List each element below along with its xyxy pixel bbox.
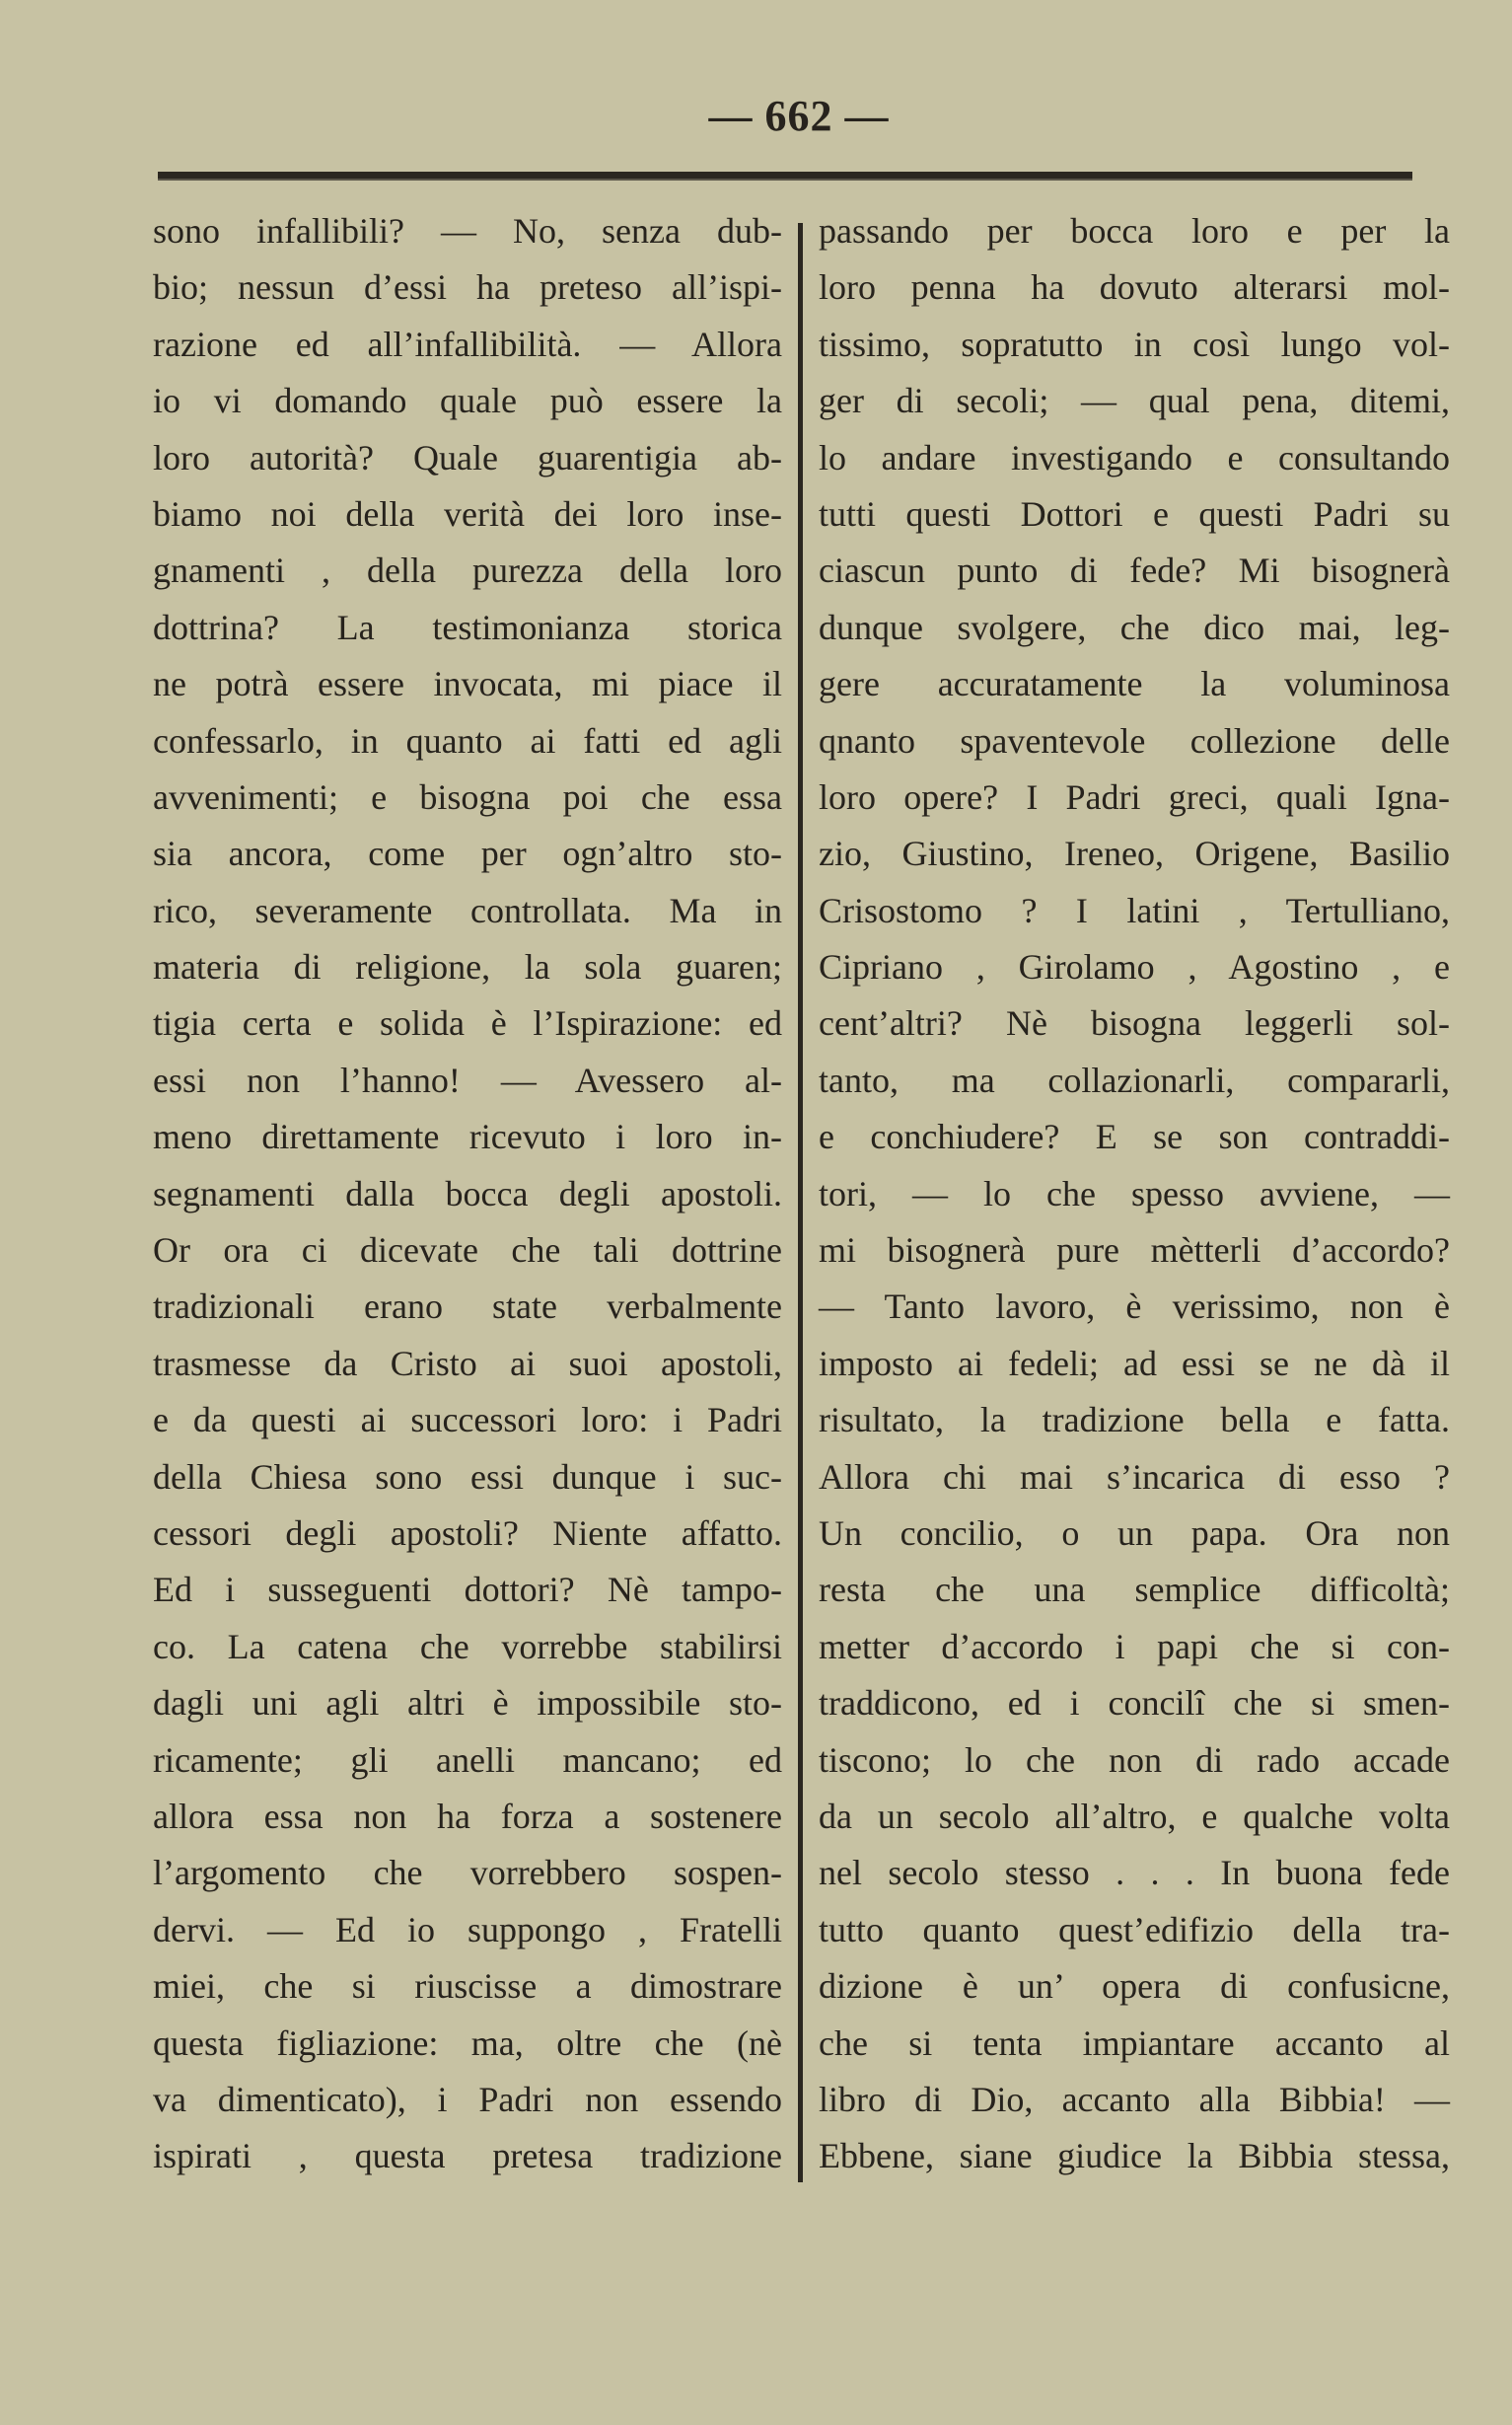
- text-line: Or ora ci dicevate che tali dottrine: [153, 1230, 782, 1271]
- text-line: zio, Giustino, Ireneo, Origene, Basilio: [819, 834, 1450, 874]
- header-rule: [158, 172, 1412, 181]
- text-line: rico, severamente controllata. Ma in: [153, 890, 782, 930]
- text-line: meno direttamente ricevuto i loro in-: [153, 1117, 782, 1157]
- text-line: miei, che si riuscisse a dimostrare: [153, 1966, 782, 2007]
- text-line: co. La catena che vorrebbe stabilirsi: [153, 1626, 782, 1666]
- text-line: sia ancora, come per ogn’altro sto-: [153, 834, 782, 874]
- text-line: risultato, la tradizione bella e fatta.: [819, 1400, 1450, 1440]
- text-line: dervi. — Ed io suppongo , Fratelli: [153, 1909, 782, 1949]
- text-line: qnanto spaventevole collezione delle: [819, 720, 1450, 761]
- text-line: questa figliazione: ma, oltre che (nè: [153, 2022, 782, 2063]
- text-line: tigia certa e solida è l’Ispirazione: ed: [153, 1003, 782, 1044]
- text-line: Ebbene, siane giudice la Bibbia stessa,: [819, 2136, 1450, 2176]
- text-line: ispirati , questa pretesa tradizione: [153, 2136, 782, 2176]
- text-line: ger di secoli; — qual pena, ditemi,: [819, 381, 1450, 421]
- text-line: dagli uni agli altri è impossibile sto-: [153, 1683, 782, 1724]
- text-line: Allora chi mai s’incarica di esso ?: [819, 1456, 1450, 1497]
- text-line: gnamenti , della purezza della loro: [153, 551, 782, 591]
- text-line: sono infallibili? — No, senza dub-: [153, 211, 782, 251]
- text-line: biamo noi della verità dei loro inse-: [153, 493, 782, 534]
- text-line: — Tanto lavoro, è verissimo, non è: [819, 1286, 1450, 1327]
- text-line: trasmesse da Cristo ai suoi apostoli,: [153, 1343, 782, 1383]
- text-line: lo andare investigando e consultando: [819, 437, 1450, 478]
- text-line: cessori degli apostoli? Niente affatto.: [153, 1512, 782, 1553]
- text-line: loro autorità? Quale guarentigia ab-: [153, 437, 782, 478]
- text-line: bio; nessun d’essi ha preteso all’ispi-: [153, 267, 782, 308]
- text-line: avvenimenti; e bisogna poi che essa: [153, 776, 782, 817]
- text-line: Un concilio, o un papa. Ora non: [819, 1512, 1450, 1553]
- text-line: materia di religione, la sola guaren;: [153, 947, 782, 988]
- text-line: allora essa non ha forza a sostenere: [153, 1796, 782, 1836]
- text-line: passando per bocca loro e per la: [819, 211, 1450, 251]
- left-column: [153, 203, 782, 2185]
- text-line: gere accuratamente la voluminosa: [819, 664, 1450, 704]
- text-line: ciascun punto di fede? Mi bisognerà: [819, 551, 1450, 591]
- text-line: io vi domando quale può essere la: [153, 381, 782, 421]
- text-line: della Chiesa sono essi dunque i suc-: [153, 1456, 782, 1497]
- text-line: tissimo, sopratutto in così lungo vol-: [819, 324, 1450, 364]
- text-line: loro penna ha dovuto alterarsi mol-: [819, 267, 1450, 308]
- text-line: nel secolo stesso . . . In buona fede: [819, 1853, 1450, 1893]
- text-line: ne potrà essere invocata, mi piace il: [153, 664, 782, 704]
- text-line: confessarlo, in quanto ai fatti ed agli: [153, 720, 782, 761]
- text-line: che si tenta impiantare accanto al: [819, 2022, 1450, 2063]
- text-line: imposto ai fedeli; ad essi se ne dà il: [819, 1343, 1450, 1383]
- text-line: e da questi ai successori loro: i Padri: [153, 1400, 782, 1440]
- text-line: tiscono; lo che non di rado accade: [819, 1739, 1450, 1780]
- text-line: tutti questi Dottori e questi Padri su: [819, 493, 1450, 534]
- text-line: va dimenticato), i Padri non essendo: [153, 2079, 782, 2119]
- page-number: — 662 —: [708, 92, 890, 140]
- text-line: tori, — lo che spesso avviene, —: [819, 1173, 1450, 1213]
- text-line: resta che una semplice difficoltà;: [819, 1570, 1450, 1610]
- text-line: razione ed all’infallibilità. — Allora: [153, 324, 782, 364]
- text-line: mi bisognerà pure mètterli d’accordo?: [819, 1230, 1450, 1271]
- text-line: Cipriano , Girolamo , Agostino , e: [819, 947, 1450, 988]
- text-line: e conchiudere? E se son contraddi-: [819, 1117, 1450, 1157]
- text-line: dottrina? La testimonianza storica: [153, 607, 782, 647]
- text-line: segnamenti dalla bocca degli apostoli.: [153, 1173, 782, 1213]
- text-line: loro opere? I Padri greci, quali Igna-: [819, 776, 1450, 817]
- text-line: da un secolo all’altro, e qualche volta: [819, 1796, 1450, 1836]
- text-line: tanto, ma collazionarli, compararli,: [819, 1060, 1450, 1100]
- text-line: dizione è un’ opera di confusicne,: [819, 1966, 1450, 2007]
- text-line: ricamente; gli anelli mancano; ed: [153, 1739, 782, 1780]
- column-divider: [798, 223, 803, 2182]
- text-line: traddicono, ed i concilî che si smen-: [819, 1683, 1450, 1724]
- text-line: tutto quanto quest’edifizio della tra-: [819, 1909, 1450, 1949]
- text-line: cent’altri? Nè bisogna leggerli sol-: [819, 1003, 1450, 1044]
- text-line: dunque svolgere, che dico mai, leg-: [819, 607, 1450, 647]
- text-line: Crisostomo ? I latini , Tertulliano,: [819, 890, 1450, 930]
- text-line: l’argomento che vorrebbero sospen-: [153, 1853, 782, 1893]
- text-line: libro di Dio, accanto alla Bibbia! —: [819, 2079, 1450, 2119]
- text-line: essi non l’hanno! — Avessero al-: [153, 1060, 782, 1100]
- text-line: tradizionali erano state verbalmente: [153, 1286, 782, 1327]
- right-column: [819, 203, 1450, 2185]
- text-line: Ed i susseguenti dottori? Nè tampo-: [153, 1570, 782, 1610]
- text-line: metter d’accordo i papi che si con-: [819, 1626, 1450, 1666]
